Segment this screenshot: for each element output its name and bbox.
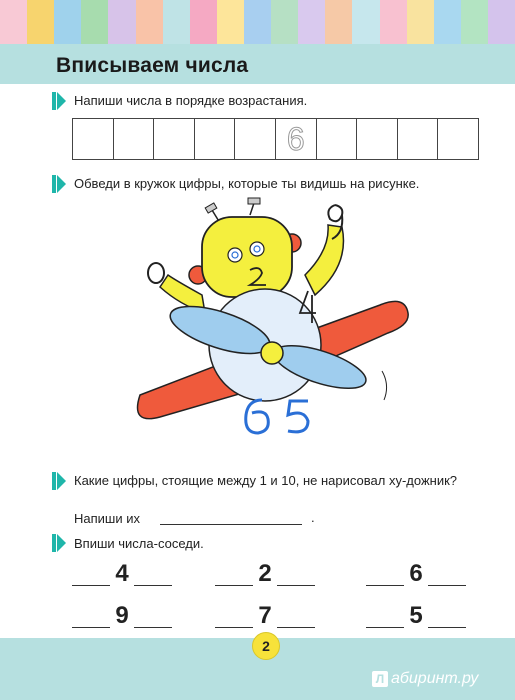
- watermark-text: абиринт.ру: [391, 670, 479, 687]
- neighbor-number: 2: [258, 560, 272, 587]
- labirint-logo-icon: Л: [372, 671, 388, 687]
- stripe: [136, 0, 163, 44]
- neighbor-number: 9: [115, 602, 129, 629]
- task-4-instruction: Впиши числа-соседи.: [74, 536, 204, 551]
- neighbor-blank-right[interactable]: [277, 565, 315, 586]
- number-cell[interactable]: [438, 119, 478, 159]
- stripe: [298, 0, 325, 44]
- stripe: [380, 0, 407, 44]
- neighbor-group: [215, 604, 315, 628]
- number-cell[interactable]: [276, 119, 317, 159]
- decorative-stripes: [0, 0, 515, 44]
- neighbor-blank-left[interactable]: [215, 565, 253, 586]
- neighbor-blank-left[interactable]: [366, 565, 404, 586]
- task-marker-1: [57, 92, 66, 110]
- number-cell[interactable]: [235, 119, 276, 159]
- neighbor-blank-right[interactable]: [428, 607, 466, 628]
- number-cell[interactable]: [398, 119, 439, 159]
- task-marker-3: [57, 472, 66, 490]
- robot-airplane-illustration: [120, 195, 420, 445]
- stripe: [54, 0, 81, 44]
- number-cell[interactable]: [73, 119, 114, 159]
- neighbor-blank-right[interactable]: [277, 607, 315, 628]
- neighbor-number: 6: [409, 560, 423, 587]
- stripe: [81, 0, 108, 44]
- stripe: [163, 0, 190, 44]
- neighbor-number: 4: [115, 560, 129, 587]
- stripe: [488, 0, 515, 44]
- task-marker-2: [57, 175, 66, 193]
- task-3-question: Какие цифры, стоящие между 1 и 10, не нарисовал ху-дожник?: [74, 473, 458, 488]
- number-cells: [72, 118, 479, 160]
- stripe: [27, 0, 54, 44]
- stripe: [325, 0, 352, 44]
- neighbor-number: 5: [409, 602, 423, 629]
- answer-period: .: [311, 510, 315, 525]
- stripe: [217, 0, 244, 44]
- neighbor-blank-left[interactable]: [366, 607, 404, 628]
- page-title: Вписываем числа: [56, 54, 249, 77]
- stripe: [352, 0, 379, 44]
- stripe: [434, 0, 461, 44]
- neighbor-group: [366, 604, 466, 628]
- number-cell[interactable]: [195, 119, 236, 159]
- stripe: [407, 0, 434, 44]
- neighbor-group: [366, 562, 466, 586]
- neighbor-blank-left[interactable]: [215, 607, 253, 628]
- stripe: [271, 0, 298, 44]
- number-cell[interactable]: [357, 119, 398, 159]
- stripe: [0, 0, 27, 44]
- stripe: [190, 0, 217, 44]
- neighbor-number: 7: [258, 602, 272, 629]
- neighbor-blank-left[interactable]: [72, 565, 110, 586]
- task-1-instruction: Напиши числа в порядке возрастания.: [74, 93, 308, 108]
- stripe: [108, 0, 135, 44]
- number-cell[interactable]: [154, 119, 195, 159]
- cell-value: 6: [286, 121, 305, 157]
- task-marker-4: [57, 534, 66, 552]
- watermark: [372, 670, 478, 688]
- neighbor-group: [72, 604, 172, 628]
- neighbor-group: [72, 562, 172, 586]
- neighbor-blank-right[interactable]: [134, 565, 172, 586]
- task-2-instruction: Обведи в кружок цифры, которые ты видишь на рисунке.: [74, 176, 420, 191]
- neighbor-blank-right[interactable]: [134, 607, 172, 628]
- answer-line[interactable]: [160, 524, 302, 525]
- task-3-prompt: Напиши их: [74, 511, 140, 526]
- page-number-badge: 2: [252, 632, 280, 660]
- stripe: [461, 0, 488, 44]
- neighbor-blank-left[interactable]: [72, 607, 110, 628]
- stripe: [244, 0, 271, 44]
- number-cell[interactable]: [114, 119, 155, 159]
- neighbor-blank-right[interactable]: [428, 565, 466, 586]
- neighbor-group: [215, 562, 315, 586]
- number-cell[interactable]: [317, 119, 358, 159]
